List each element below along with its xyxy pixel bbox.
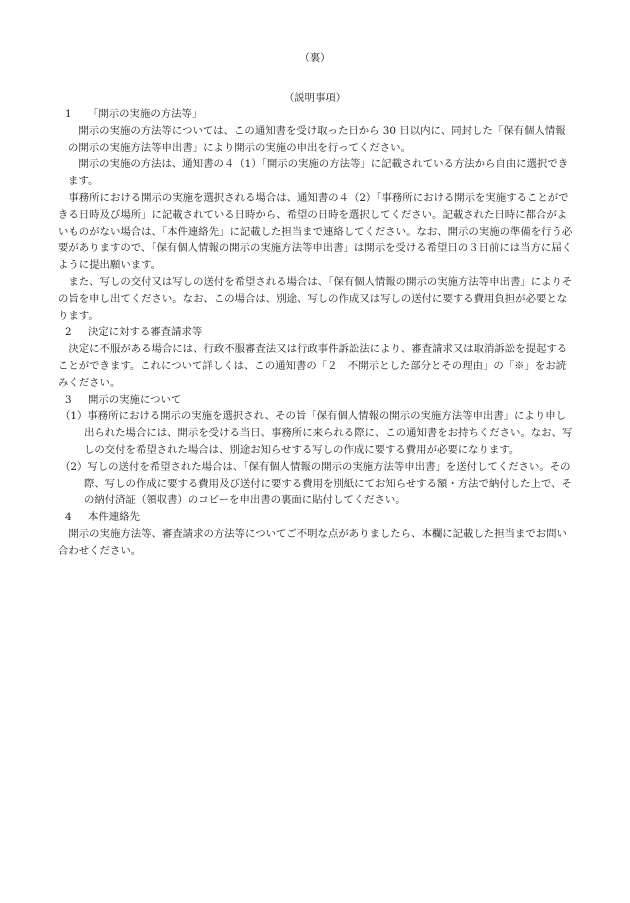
item-heading-text: 決定に対する審査請求等: [88, 326, 203, 339]
item-number: 4: [65, 511, 72, 524]
paragraph: 開示の実施の方法は、通知書の４（1）「開示の実施の方法等」に記載されている方法から自由に選択できます。: [68, 158, 569, 188]
sub-item-label: （2）: [60, 460, 88, 473]
paragraph: 事務所における開示の実施を選択される場合は、通知書の４（2）「事務所における開示を実施することができる日時及び場所」に記載されている日時から、希望の日時を選択してください。記載された日時に都合がよいものがない場合は、「本件連絡先」に記載した担当まで連絡してください。なお、開示の実施の準備を行う必要がありますので、「保有個人情報の開示の実施方法等申出書」は開示を受ける希望日の３日前には当方に届くように提出願います。: [58, 191, 573, 272]
page-side-label: （裏）: [299, 52, 331, 64]
item-heading: [58, 509, 573, 526]
item-heading-text: 「開示の実施の方法等」: [88, 108, 203, 120]
sub-item: [58, 408, 573, 458]
paragraph: 決定に不服がある場合には、行政不服審査法又は行政事件訴訟法により、審査請求又は取消訴訟を提起することができます。これについて詳しくは、この通知書の「２ 不開示とした部分とその理由」の「※」をお読みください。: [58, 343, 568, 389]
paragraph: 開示の実施方法等、審査請求の方法等についてご不明な点がありましたら、本欄に記載した担当までお問い合わせください。: [58, 527, 567, 557]
item-heading-text: 開示の実施について: [88, 393, 182, 406]
paragraph: 開示の実施の方法等については、この通知書を受け取った日から 30 日以内に、同封した「保有個人情報の開示の実施方法等申出書」により開示の実施の申出を行ってください。: [68, 124, 566, 154]
item-heading: [58, 106, 573, 123]
item-1: [58, 106, 573, 324]
item-number: 2: [65, 326, 72, 339]
item-2: [58, 324, 573, 391]
item-heading-text: 本件連絡先: [88, 511, 140, 524]
item-number: 1: [65, 108, 72, 120]
sub-item-label: （1）: [60, 410, 88, 423]
sub-item-text: 写しの送付を希望された場合は、「保有個人情報の開示の実施方法等申出書」を送付してください。その際、写しの作成に要する費用及び送付に要する費用を別紙にてお知らせする額・方法で納付した上で、その納付済証（領収書）のコピーを申出書の裏面に貼付してください。: [84, 460, 572, 507]
section-title: （説明事項）: [283, 92, 347, 104]
item-heading: [58, 324, 573, 341]
item-3: [58, 392, 573, 510]
item-4: [58, 509, 573, 559]
item-heading: [58, 392, 573, 409]
sub-item: [58, 459, 573, 509]
item-number: 3: [65, 393, 72, 406]
sub-item-text: 事務所における開示の実施を選択され、その旨「保有個人情報の開示の実施方法等申出書」により申し出られた場合には、開示を受ける当日、事務所に来られる際に、この通知書をお持ちください。なお、写しの交付を希望された場合は、別途お知らせする写しの作成に要する費用が必要になります。: [84, 410, 573, 456]
paragraph: また、写しの交付又は写しの送付を希望される場合は、「保有個人情報の開示の実施方法等申出書」によりその旨を申し出てください。なお、この場合は、別途、写しの作成又は写しの送付に要する費用負担が必要となります。: [58, 275, 573, 322]
explanation-body: [58, 106, 573, 560]
